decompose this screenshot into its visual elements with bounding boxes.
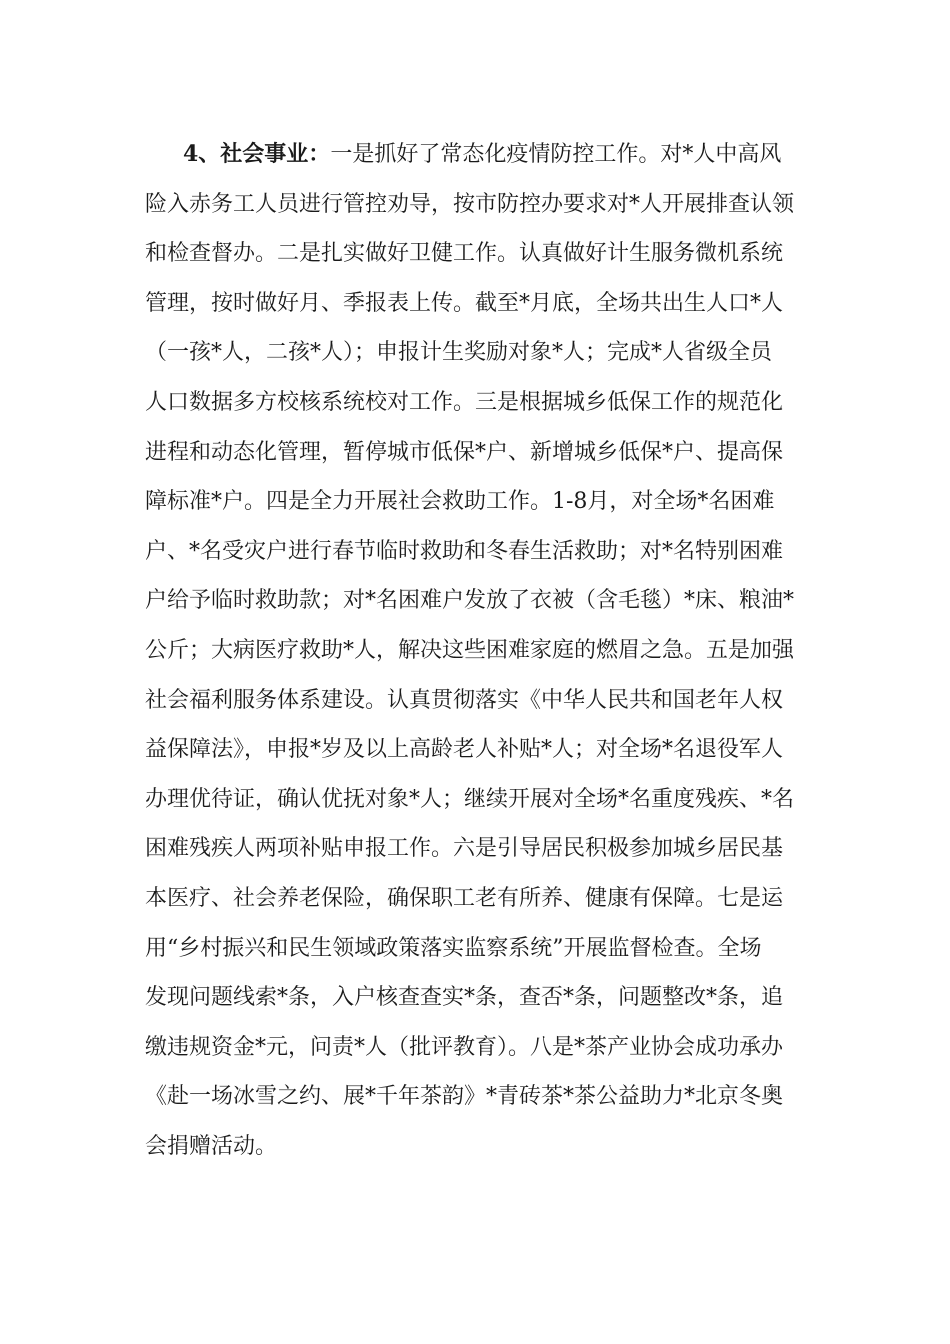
paragraph-line: 办理优待证，确认优抚对象*人；继续开展对全场*名重度残疾、*名 <box>145 786 795 812</box>
paragraph-line: 发现问题线索*条，入户核查查实*条，查否*条，问题整改*条，追 <box>145 985 784 1011</box>
paragraph-line: 用“乡村振兴和民生领域政策落实监察系统”开展监督检查。全场 <box>145 935 762 961</box>
paragraph-line: 会捐赠活动。 <box>145 1133 278 1159</box>
paragraph-line: 险入赤务工人员进行管控劝导，按市防控办要求对*人开展排查认领 <box>145 191 795 217</box>
paragraph-line: （一孩*人，二孩*人）；申报计生奖励对象*人；完成*人省级全员 <box>145 340 773 366</box>
paragraph-line: 进程和动态化管理，暂停城市低保*户、新增城乡低保*户、提高保 <box>145 439 784 465</box>
paragraph-line: 困难残疾人两项补贴申报工作。六是引导居民积极参加城乡居民基 <box>145 836 784 862</box>
paragraph-line: 社会福利服务体系建设。认真贯彻落实《中华人民共和国老年人权 <box>145 687 784 713</box>
paragraph-line: 户、*名受灾户进行春节临时救助和冬春生活救助；对*名特别困难 <box>145 538 784 564</box>
paragraph-line: 益保障法》，申报*岁及以上高龄老人补贴*人；对全场*名退役军人 <box>145 737 784 763</box>
paragraph-line: 户给予临时救助款；对*名困难户发放了衣被（含毛毯）*床、粮油* <box>145 588 795 614</box>
line-text: 一是抓好了常态化疫情防控工作。对*人中高风 <box>330 142 782 167</box>
paragraph-line: 障标准*户。四是全力开展社会救助工作。1-8月，对全场*名困难 <box>145 489 775 515</box>
paragraph-line: 管理，按时做好月、季报表上传。截至*月底，全场共出生人口*人 <box>145 290 784 316</box>
paragraph-line: 和检查督办。二是扎实做好卫健工作。认真做好计生服务微机系统 <box>145 241 784 267</box>
paragraph-line: 人口数据多方校核系统校对工作。三是根据城乡低保工作的规范化 <box>145 389 784 415</box>
paragraph-line <box>145 130 810 180</box>
paragraph-line: 缴违规资金*元，问责*人（批评教育）。八是*茶产业协会成功承办 <box>145 1034 784 1060</box>
section-heading: 4、社会事业： <box>183 141 331 167</box>
paragraph-line: 公斤；大病医疗救助*人，解决这些困难家庭的燃眉之急。五是加强 <box>145 637 795 663</box>
paragraph-social-affairs <box>145 130 810 1171</box>
paragraph-line: 《赴一场冰雪之约、展*千年茶韵》*青砖茶*茶公益助力*北京冬奥 <box>145 1084 784 1110</box>
paragraph-line: 本医疗、社会养老保险，确保职工老有所养、健康有保障。七是运 <box>145 885 784 911</box>
